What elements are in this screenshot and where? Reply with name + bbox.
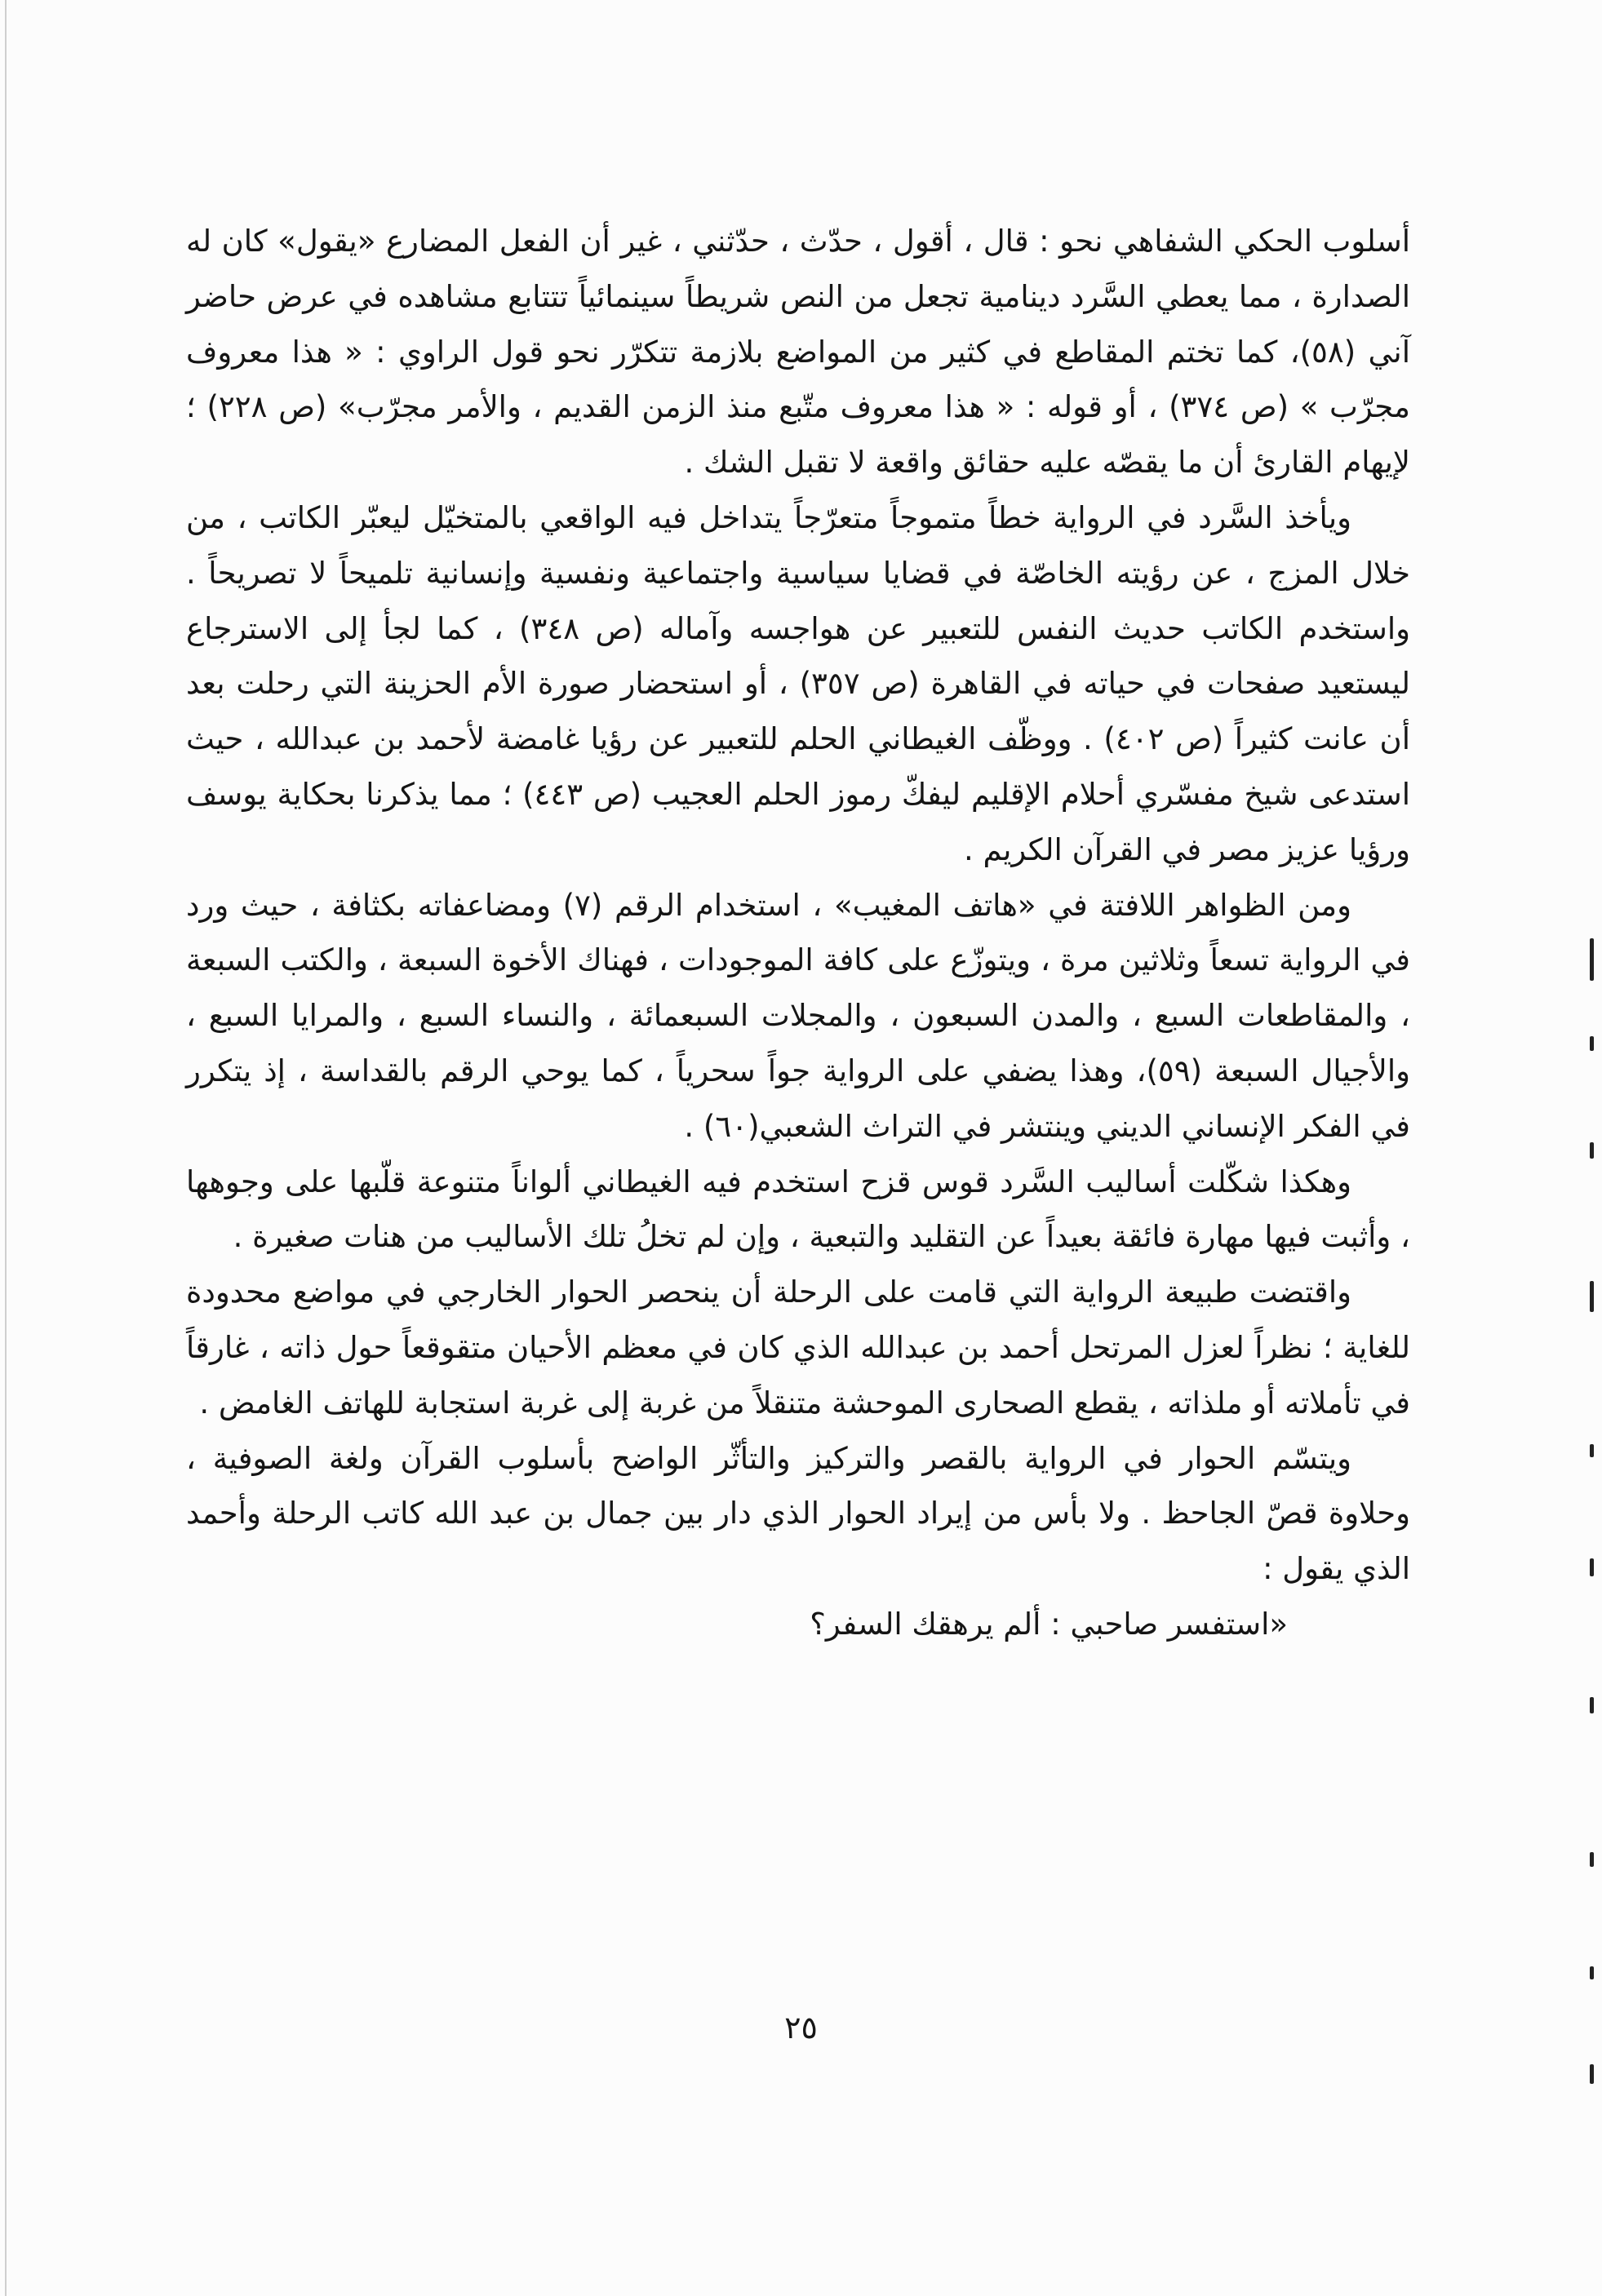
paragraph-4: وهكذا شكّلت أساليب السَّرد قوس قزح استخدم فيه الغيطاني ألواناً متنوعة قلّبها على وجوهها ، وأثبت فيها مهارة فائقة بعيداً عن التقليد والتبعية ، وإن لم تخلُ تلك الأساليب من هنات صغيرة .: [186, 1164, 1410, 1255]
paragraph-3: ومن الظواهر اللافتة في «هاتف المغيب» ، استخدام الرقم (٧) ومضاعفاته بكثافة ، حيث ورد في الرواية تسعاً وثلاثين مرة ، ويتوزّع على كافة الموجودات ، فهناك الأخوة السبعة ، والكتب السبعة ، والمقاطعات السبع ، والمدن السبعون ، والمجلات السبعمائة ، والنساء السبع ، والمرايا السبع ، والأجيال السبعة (٥٩)، وهذا يضفي على الرواية جواً سحرياً ، كما يوحي الرقم بالقداسة ، إذ يتكرر في الفكر الإنساني الديني وينتشر في التراث الشعبي(٦٠) .: [186, 887, 1410, 1144]
paragraph-2: ويأخذ السَّرد في الرواية خطاً متموجاً متعرّجاً يتداخل فيه الواقعي بالمتخيّل ليعبّر الكاتب ، من خلال المزج ، عن رؤيته الخاصّة في قضايا سياسية واجتماعية ونفسية وإنسانية تلميحاً لا تصريحاً . واستخدم الكاتب حديث النفس للتعبير عن هواجسه وآماله (ص ٣٤٨) ، كما لجأ إلى الاسترجاع ليستعيد صفحات في حياته في القاهرة (ص ٣٥٧) ، أو استحضار صورة الأم الحزينة التي رحلت بعد أن عانت كثيراً (ص ٤٠٢) . ووظّف الغيطاني الحلم للتعبير عن رؤيا غامضة لأحمد بن عبدالله ، حيث استدعى شيخ مفسّري أحلام الإقليم ليفكّ رموز الحلم العجيب (ص ٤٤٣) ؛ مما يذكرنا بحكاية يوسف ورؤيا عزيز مصر في القرآن الكريم .: [186, 499, 1410, 867]
scan-edge-marks: [1587, 938, 1594, 2121]
body-text: [186, 214, 1410, 1652]
paragraph-6: ويتسّم الحوار في الرواية بالقصر والتركيز والتأثّر الواضح بأسلوب القرآن ولغة الصوفية ، وحلاوة قصّ الجاحظ . ولا بأس من إيراد الحوار الذي دار بين جمال بن عبد الله كاتب الرحلة وأحمد الذي يقول :: [186, 1440, 1410, 1587]
scan-edge-line: [5, 0, 7, 2296]
paragraph-1: أسلوب الحكي الشفاهي نحو : قال ، أقول ، حدّث ، حدّثني ، غير أن الفعل المضارع «يقول» كان له الصدارة ، مما يعطي السَّرد دينامية تجعل من النص شريطاً سينمائياً تتتابع مشاهده في عرض حاضر آني (٥٨)، كما تختم المقاطع في كثير من المواضع بلازمة تتكرّر نحو قول الراوي : « هذا معروف مجرّب » (ص ٣٧٤) ، أو قوله : « هذا معروف متّبع منذ الزمن القديم ، والأمر مجرّب» (ص ٢٢٨) ؛ لإيهام القارئ أن ما يقصّه عليه حقائق واقعة لا تقبل الشك .: [186, 224, 1410, 481]
paragraph-5: واقتضت طبيعة الرواية التي قامت على الرحلة أن ينحصر الحوار الخارجي في مواضع محدودة للغاية ؛ نظراً لعزل المرتحل أحمد بن عبدالله الذي كان في معظم الأحيان متقوقعاً حول ذاته ، غارقاً في تأملاته أو ملذاته ، يقطع الصحارى الموحشة متنقلاً من غربة إلى غربة استجابة للهاتف الغامض .: [186, 1274, 1410, 1421]
page-number: ٢٥: [784, 2010, 818, 2046]
quoted-dialogue: «استفسر صاحبي : ألم يرهقك السفر؟: [810, 1606, 1288, 1642]
